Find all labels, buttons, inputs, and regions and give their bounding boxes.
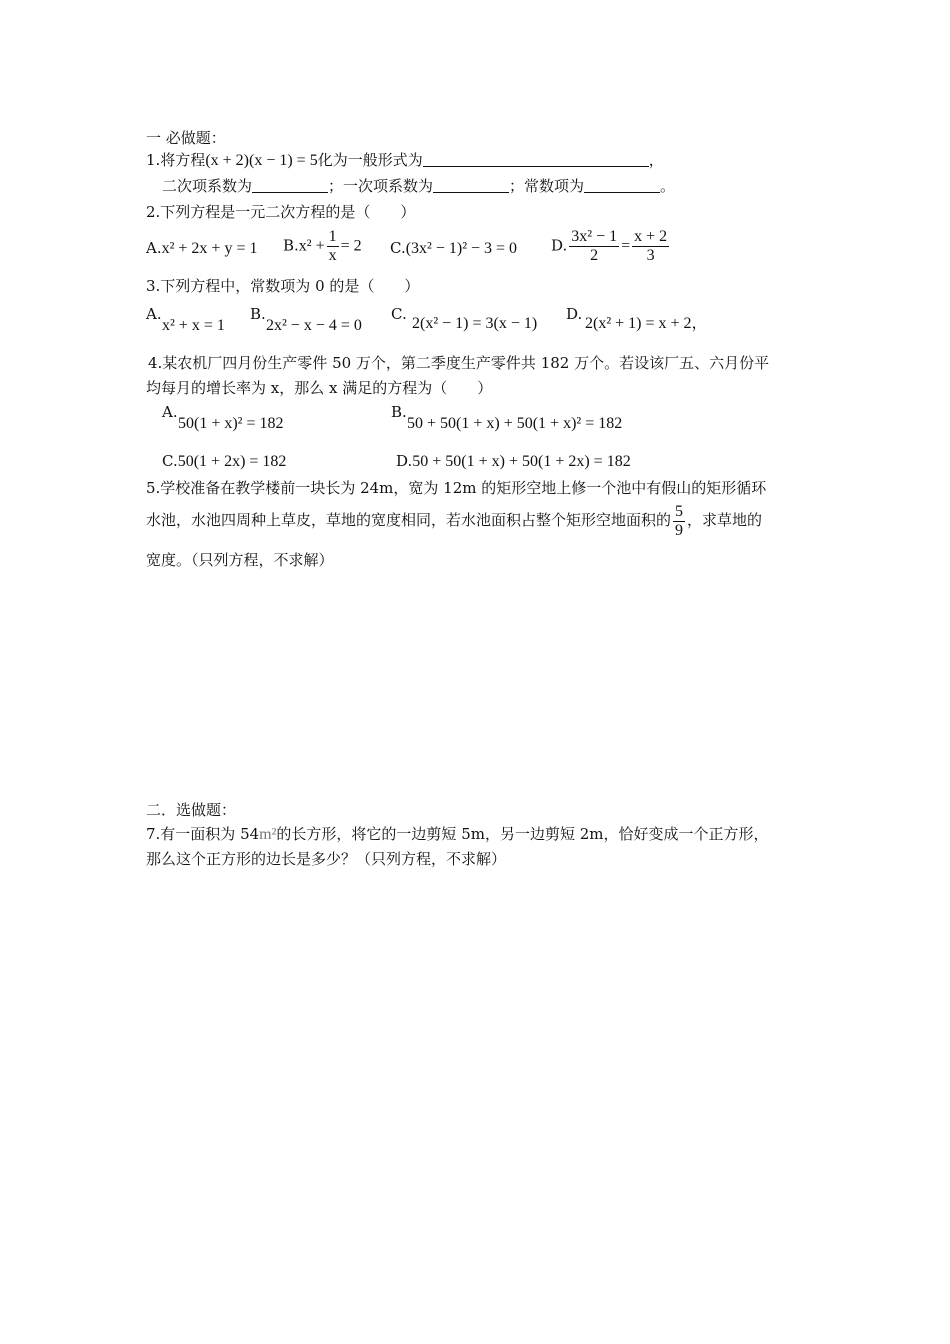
q3-d-math: 2(x² + 1) = x + 2 [585,315,692,332]
q3-option-c-label: C. [391,305,407,323]
q1-suffix: 化为一般形式为 [317,151,423,169]
q3-option-a-label: A. [146,305,162,323]
question-1-line1 [146,150,664,171]
q5-frac-den: 9 [675,521,684,539]
q2-option-d[interactable] [551,228,671,265]
q5-fraction [673,503,685,540]
q4-d-math: 50 + 50(1 + x) + 50(1 + 2x) = 182 [412,453,631,470]
q2-a-label: A. [146,239,162,257]
question-3-stem: 3.下列方程中，常数项为 0 的是（ ） [146,277,420,295]
q3-option-c[interactable]: 2(x² − 1) = 3(x − 1) [412,315,538,332]
q2-b-math-left: x² + [298,237,325,255]
q1-general-form-blank[interactable] [423,151,649,167]
section2-heading: 二．选做题： [146,801,237,819]
q3-option-b-label: B. [250,305,266,323]
q1-constant-label: ；常数项为 [509,177,585,195]
q1-prefix: 1.将方程 [146,151,206,169]
q2-option-c[interactable] [390,238,517,259]
q4-option-b[interactable]: 50 + 50(1 + x) + 50(1 + x)² = 182 [407,415,623,432]
q2-b-math-right: = 2 [340,237,362,255]
question-1-line2 [162,176,675,196]
q4-c-math: 50(1 + 2x) = 182 [177,453,287,470]
q1-linear-coef-blank[interactable] [433,177,509,193]
question-7-line1 [146,824,769,845]
q2-d-frac1-num: 3x² − 1 [571,228,618,245]
q2-b-frac-den: x [328,247,337,264]
q5-line2-end: ，求草地的 [687,511,763,529]
q2-d-frac2-num: x + 2 [634,228,668,245]
q1-equation: (x + 2)(x − 1) = 5 [205,152,318,169]
q2-b-frac-num: 1 [328,228,337,245]
question-4-line2: 均每月的增长率为 x，那么 x 满足的方程为（ ） [146,379,493,397]
q1-quadratic-coef-label: 二次项系数为 [162,177,253,195]
q7-area-unit: m² [259,826,277,843]
q4-option-b-label: B. [391,403,407,421]
q2-option-b[interactable] [283,228,362,265]
q2-a-math: x² + 2x + y = 1 [161,240,258,257]
section1-heading: 一 必做题： [146,129,226,147]
q7-line1-rest: 的长方形，将它的一边剪短 5m，另一边剪短 2m，恰好变成一个正方形， [276,825,769,843]
question-5-line2 [146,500,762,540]
q4-d-label: D. [396,452,413,470]
q2-b-fraction [327,228,339,265]
q2-c-math: (3x² − 1)² − 3 = 0 [405,240,518,257]
q5-line2-text: 水池，水池四周种上草皮，草地的宽度相同，若水池面积占整个矩形空地面积的 [146,511,672,529]
q2-d-frac2-den: 3 [646,247,655,264]
q2-d-equals: = [621,237,631,255]
q3-option-d-label: D. [566,305,583,323]
q4-option-a-label: A. [162,403,178,421]
question-2-stem: 2.下列方程是一元二次方程的是（ ） [146,203,416,221]
q1-constant-blank[interactable] [584,177,660,193]
question-5-line1: 5.学校准备在教学楼前一块长为 24m，宽为 12m 的矩形空地上修一个池中有假山的矩形循环 [146,479,767,497]
q1-end: ， [648,151,664,169]
q2-c-label: C. [390,239,406,257]
q3-d-end: ， [691,315,708,332]
question-4-line1: 4.某农机厂四月份生产零件 50 万个，第二季度生产零件共 182 万个。若设该厂五、六月份平 [148,354,770,372]
q7-area-text: 7.有一面积为 54 [146,825,260,843]
q1-line2-end: 。 [660,177,676,195]
q4-option-d[interactable] [396,451,631,472]
question-7-line2: 那么这个正方形的边长是多少？（只列方程，不求解） [146,850,507,868]
q2-b-label: B. [283,236,299,255]
q2-option-a[interactable] [146,238,257,259]
q3-option-b[interactable]: 2x² − x − 4 = 0 [266,317,362,334]
q4-option-c[interactable] [162,451,286,472]
q5-frac-num: 5 [675,502,684,520]
q3-option-a[interactable]: x² + x = 1 [162,317,225,334]
q1-quadratic-coef-blank[interactable] [252,177,328,193]
q2-d-fraction-right [632,228,669,265]
q2-d-label: D. [551,236,568,255]
q2-d-fraction-left [569,228,619,265]
q2-d-frac1-den: 2 [590,247,599,264]
q4-c-label: C. [162,452,178,470]
q1-linear-coef-label: ；一次项系数为 [328,177,434,195]
q4-option-a[interactable]: 50(1 + x)² = 182 [178,415,284,432]
q3-option-d[interactable] [585,314,708,334]
question-5-line3: 宽度。（只列方程，不求解） [146,551,334,569]
